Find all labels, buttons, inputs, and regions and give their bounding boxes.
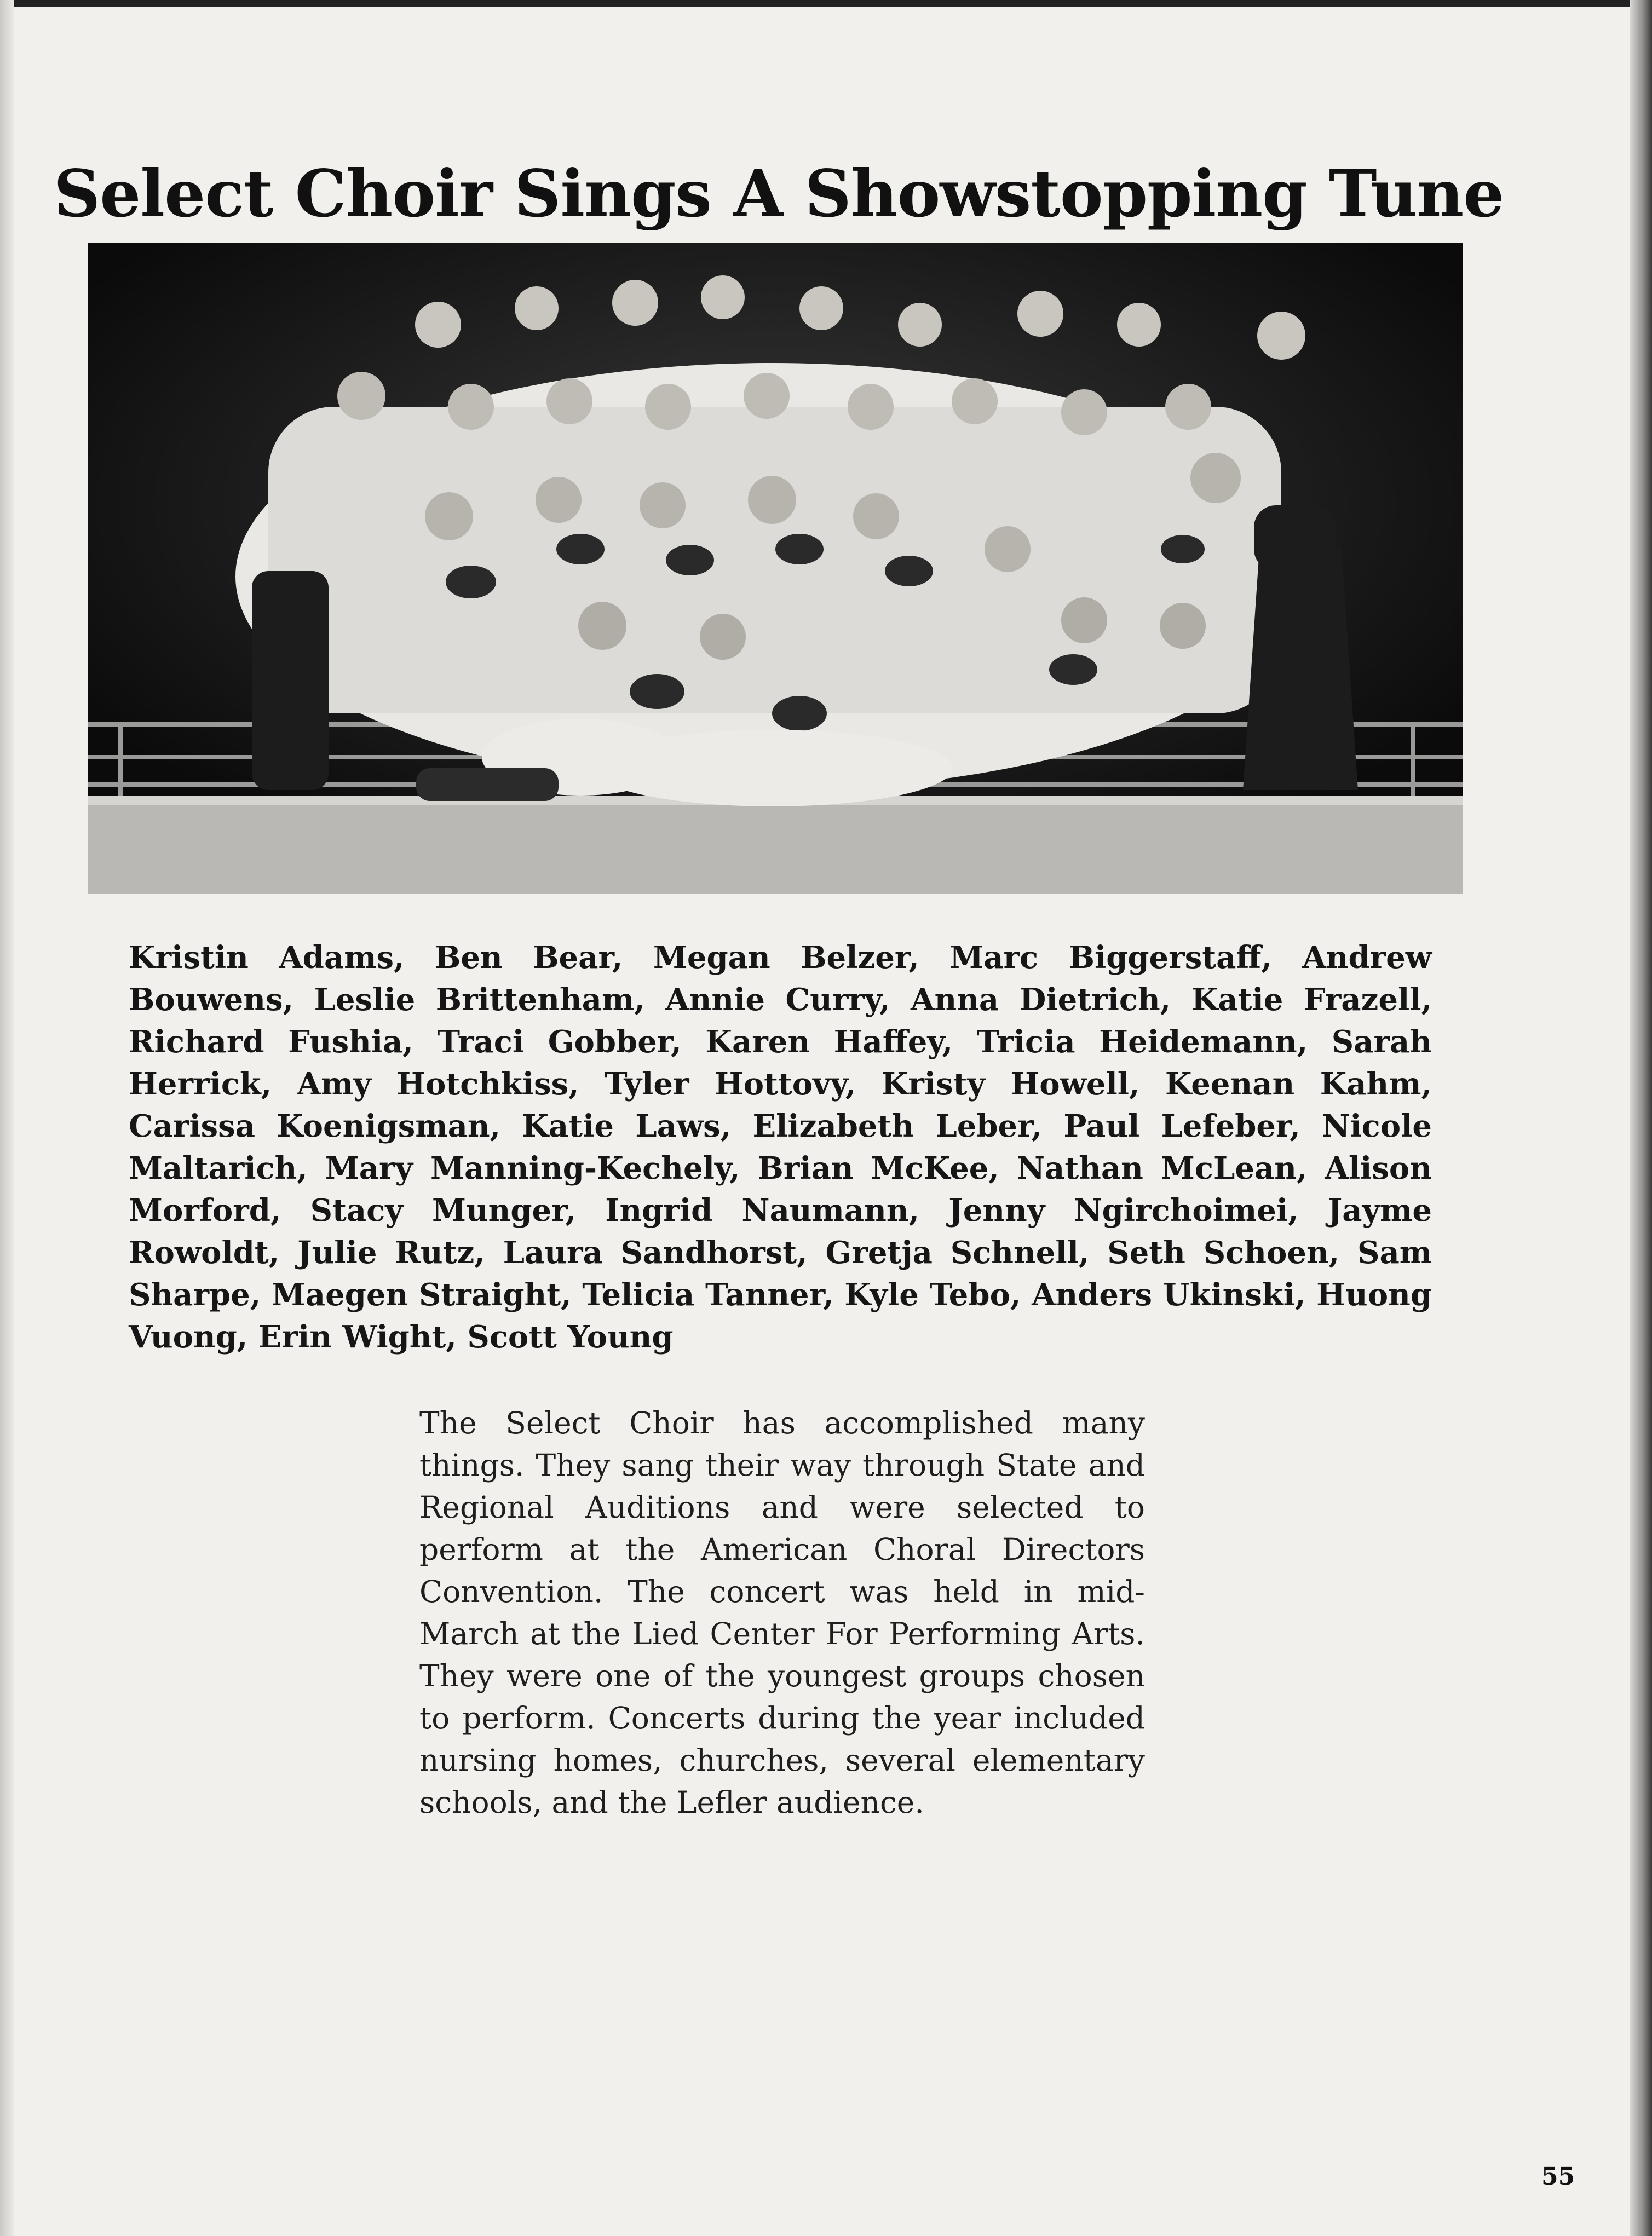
page-edge-right bbox=[1630, 0, 1652, 2236]
choir-group-photo bbox=[88, 243, 1463, 894]
choir-members-caption: Kristin Adams, Ben Bear, Megan Belzer, Marc Biggerstaff, Andrew Bouwens, Leslie Brittenham, Annie Curry, Anna Dietrich, Katie Frazell, Richard Fushia, Traci Gobber, Karen Haffey, Tricia Heidemann, Sarah Herrick, Amy Hotchkiss, Tyler Hottovy, Kristy Howell, Keenan Kahm, Carissa Koenigsman, Katie Laws, Elizabeth Leber, Paul Lefeber, Nicole Maltarich, Mary Manning-Kechely, Brian McKee, Nathan McLean, Alison Morford, Stacy Munger, Ingrid Naumann, Jenny Ngirchoimei, Jayme Rowoldt, Julie Rutz, Laura Sandhorst, Gretja Schnell, Seth Schoen, Sam Sharpe, Maegen Straight, Telicia Tanner, Kyle Tebo, Anders Ukinski, Huong Vuong, Erin Wight, Scott Young bbox=[129, 940, 1432, 1355]
page-number: 55 bbox=[1541, 2163, 1575, 2191]
article-body: The Select Choir has accomplished many things. They sang their way through State and Regional Auditions and were selected to perform at the American Choral Directors Convention. The concert was held in mid-March at the Lied Center For Performing Arts. They were one of the youngest groups chosen to perform. Concerts during the year included nursing homes, churches, several elementary schools, and the Lefler audience. bbox=[419, 1405, 1145, 1820]
choir-photo-illustration bbox=[88, 243, 1463, 894]
page-edge-left bbox=[0, 0, 14, 2236]
page-edge-top bbox=[0, 0, 1652, 7]
page-title: Select Choir Sings A Showstopping Tune bbox=[54, 155, 1504, 232]
